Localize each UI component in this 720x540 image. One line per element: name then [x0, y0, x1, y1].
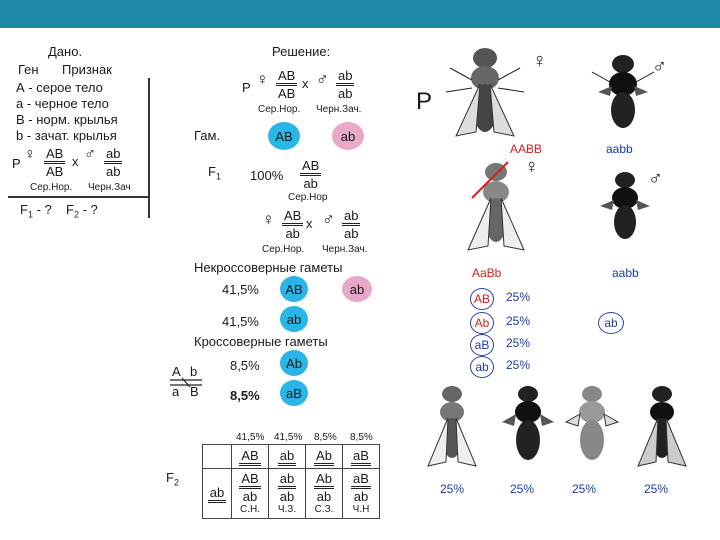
punnett-table	[202, 444, 380, 519]
fly-offspring-grey-normal-icon	[420, 382, 484, 474]
genotype-label: AaBb	[472, 266, 502, 280]
table-corner	[203, 445, 232, 469]
chrom-allele: b	[190, 364, 198, 379]
male-symbol-icon: ♂	[648, 168, 663, 190]
cross2-female-phenotype: Сер.Нор.	[262, 244, 305, 255]
fly-offspring-black-vestigial-icon	[496, 382, 560, 474]
given-title: Дано.	[48, 44, 83, 59]
pct-header: 8,5%	[314, 432, 337, 443]
offspring-pct: 25%	[644, 482, 669, 496]
gamete-ring: aB	[470, 334, 494, 356]
cross2-male-genotype: $\frac{ab}{ab}$	[344, 208, 359, 241]
left-male-phenotype: Черн.Зач	[88, 182, 131, 193]
chrom-allele: B	[190, 384, 199, 399]
solution-female-genotype: $\frac{AB}{AB}$	[278, 68, 296, 101]
fly-black-vestigial-icon	[588, 52, 658, 132]
gamete-circle: Ab	[280, 350, 308, 376]
left-p-label: P	[12, 156, 21, 171]
table-cell: Ab ab С.З.	[306, 469, 343, 519]
gamete-circle-male: ab	[342, 276, 372, 302]
table-col-header: ab	[269, 445, 306, 469]
pct-header: 41,5%	[236, 432, 265, 443]
table-cell: aB ab Ч.Н	[343, 469, 380, 519]
solution-p-label: P	[242, 80, 251, 95]
gamete-ring: AB	[470, 288, 494, 310]
gametes-label: Гам.	[194, 128, 221, 143]
table-row-header: ab	[203, 469, 232, 519]
pct-header: 8,5%	[350, 432, 373, 443]
top-banner	[0, 0, 720, 28]
cross-pct: 8,5%	[230, 358, 260, 373]
table-col-header: Ab	[306, 445, 343, 469]
gamete-ring-male: ab	[598, 312, 624, 334]
female-symbol-icon: ♀	[524, 156, 539, 178]
allele-row: В - норм. крылья	[16, 112, 118, 127]
gamete-pct: 25%	[506, 314, 531, 328]
noncrossover-title: Некроссоверные гаметы	[194, 260, 343, 275]
left-male-genotype: $\frac{ab}{ab}$	[106, 146, 121, 179]
left-female-phenotype: Сер.Нор.	[30, 182, 73, 193]
f1-phenotype: Сер.Нор	[288, 192, 328, 203]
cross-sign: x	[72, 154, 79, 169]
crossover-lines-icon	[168, 376, 204, 388]
gamete-pct: 25%	[506, 336, 531, 350]
allele-row: b - зачат. крылья	[16, 128, 117, 143]
chrom-allele: a	[172, 384, 180, 399]
male-symbol-icon: ♂	[652, 56, 667, 78]
genotype-label: aabb	[606, 142, 633, 156]
f1-percent: 100%	[250, 168, 284, 183]
gamete-ring: ab	[470, 356, 494, 378]
cross-sign: x	[302, 76, 309, 91]
noncross-pct: 41,5%	[222, 314, 259, 329]
fly-offspring-black-normal-icon	[630, 382, 694, 474]
table-col-header: aB	[343, 445, 380, 469]
female-symbol-icon: ♀	[24, 146, 36, 163]
offspring-pct: 25%	[510, 482, 535, 496]
solution-title: Решение:	[272, 44, 331, 59]
f1-label: $F_1$	[208, 164, 221, 182]
solution-female-phenotype: Сер.Нор.	[258, 104, 301, 115]
left-female-genotype: $\frac{AB}{AB}$	[46, 146, 64, 179]
gamete-ab-lower: ab	[332, 122, 364, 150]
male-symbol-icon: ♂	[316, 70, 329, 89]
gamete-pct: 25%	[506, 290, 531, 304]
gamete-circle: ab	[280, 306, 308, 332]
chrom-allele: A	[172, 364, 181, 379]
female-symbol-icon: ♀	[532, 50, 547, 72]
table-cell: ab ab Ч.З.	[269, 469, 306, 519]
fly-grey-normal-icon	[440, 44, 530, 144]
noncross-pct: 41,5%	[222, 282, 259, 297]
gamete-ab-upper: AB	[268, 122, 300, 150]
male-symbol-icon: ♂	[322, 210, 335, 229]
allele-row: А - серое тело	[16, 80, 103, 95]
male-symbol-icon: ♂	[84, 146, 96, 163]
cross2-female-genotype: $\frac{AB}{ab}$	[284, 208, 302, 241]
table-col-header: AB	[232, 445, 269, 469]
fly-offspring-grey-vestigial-icon	[560, 382, 624, 474]
cross-sign: x	[306, 216, 313, 231]
table-cell: AB ab С.Н.	[232, 469, 269, 519]
gene-header: Ген	[18, 62, 39, 77]
female-symbol-icon: ♀	[256, 70, 269, 89]
cross2-male-phenotype: Черн.Зач.	[322, 244, 368, 255]
gamete-circle: aB	[280, 380, 308, 406]
allele-row: а - черное тело	[16, 96, 109, 111]
crossover-title: Кроссоверные гаметы	[194, 334, 328, 349]
question-f2: $F_2$ - ?	[66, 202, 98, 220]
question-f1: $F_1$ - ?	[20, 202, 52, 220]
gamete-ring: Ab	[470, 312, 494, 334]
gamete-pct: 25%	[506, 358, 531, 372]
cross-pct: 8,5%	[230, 388, 260, 403]
gamete-circle: AB	[280, 276, 308, 302]
given-underline	[8, 196, 150, 198]
f2-label: $F_2$	[166, 470, 179, 488]
right-p-label: P	[416, 88, 433, 115]
trait-header: Признак	[62, 62, 112, 77]
f1-genotype: $\frac{AB}{ab}$	[302, 158, 320, 191]
solution-male-phenotype: Черн.Зач.	[316, 104, 362, 115]
pct-header: 41,5%	[274, 432, 303, 443]
female-symbol-icon: ♀	[262, 210, 275, 229]
solution-male-genotype: $\frac{ab}{ab}$	[338, 68, 353, 101]
genotype-label: AABB	[510, 142, 543, 156]
offspring-pct: 25%	[572, 482, 597, 496]
offspring-pct: 25%	[440, 482, 465, 496]
genotype-label: aabb	[612, 266, 639, 280]
